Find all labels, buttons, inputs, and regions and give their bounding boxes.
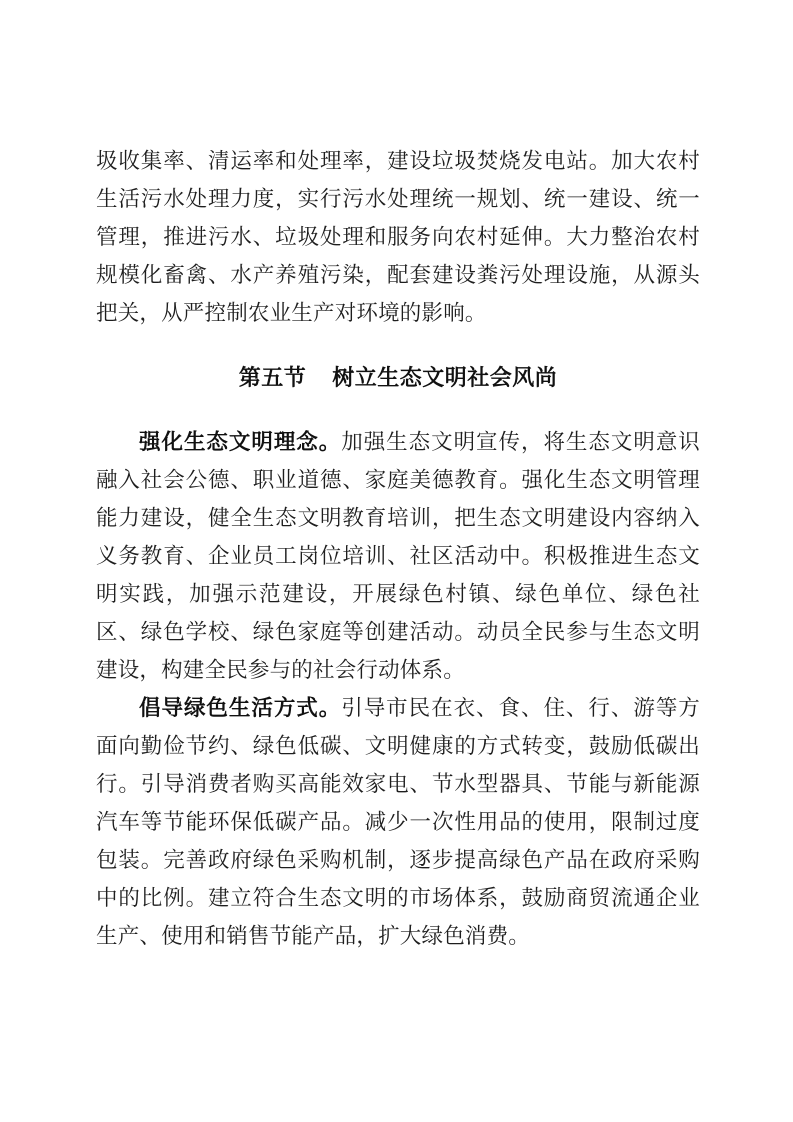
paragraph-lead: 倡导绿色生活方式。 (139, 696, 342, 720)
body-paragraph (96, 423, 700, 689)
continuation-paragraph: 圾收集率、清运率和处理率，建设垃圾焚烧发电站。加大农村生活污水处理力度，实行污水处理统一规划、统一建设、统一管理，推进污水、垃圾处理和服务向农村延伸。大力整治农村规模化畜禽、水产养殖污染，配套建设粪污处理设施，从源头把关，从严控制农业生产对环境的影响。 (96, 149, 700, 325)
section-heading-number: 第五节 (238, 365, 307, 390)
section-heading (96, 359, 700, 397)
paragraph-text: 引导市民在衣、食、住、行、游等方面向勤俭节约、绿色低碳、文明健康的方式转变，鼓励低碳出行。引导消费者购买高能效家电、节水型器具、节能与新能源汽车等节能环保低碳产品。减少一次性用品的使用，限制过度包装。完善政府绿色采购机制，逐步提高绿色产品在政府采购中的比例。建立符合生态文明的市场体系，鼓励商贸流通企业生产、使用和销售节能产品，扩大绿色消费。 (96, 696, 700, 948)
paragraph-text: 加强生态文明宣传，将生态文明意识融入社会公德、职业道德、家庭美德教育。强化生态文明管理能力建设，健全生态文明教育培训，把生态文明建设内容纳入义务教育、企业员工岗位培训、社区活动中。积极推进生态文明实践，加强示范建设，开展绿色村镇、绿色单位、绿色社区、绿色学校、绿色家庭等创建活动。动员全民参与生态文明建设，构建全民参与的社会行动体系。 (96, 430, 700, 682)
paragraph-lead: 强化生态文明理念。 (139, 430, 342, 454)
document-text-block (96, 142, 700, 955)
section-heading-title: 树立生态文明社会风尚 (332, 365, 558, 390)
body-paragraph (96, 689, 700, 955)
